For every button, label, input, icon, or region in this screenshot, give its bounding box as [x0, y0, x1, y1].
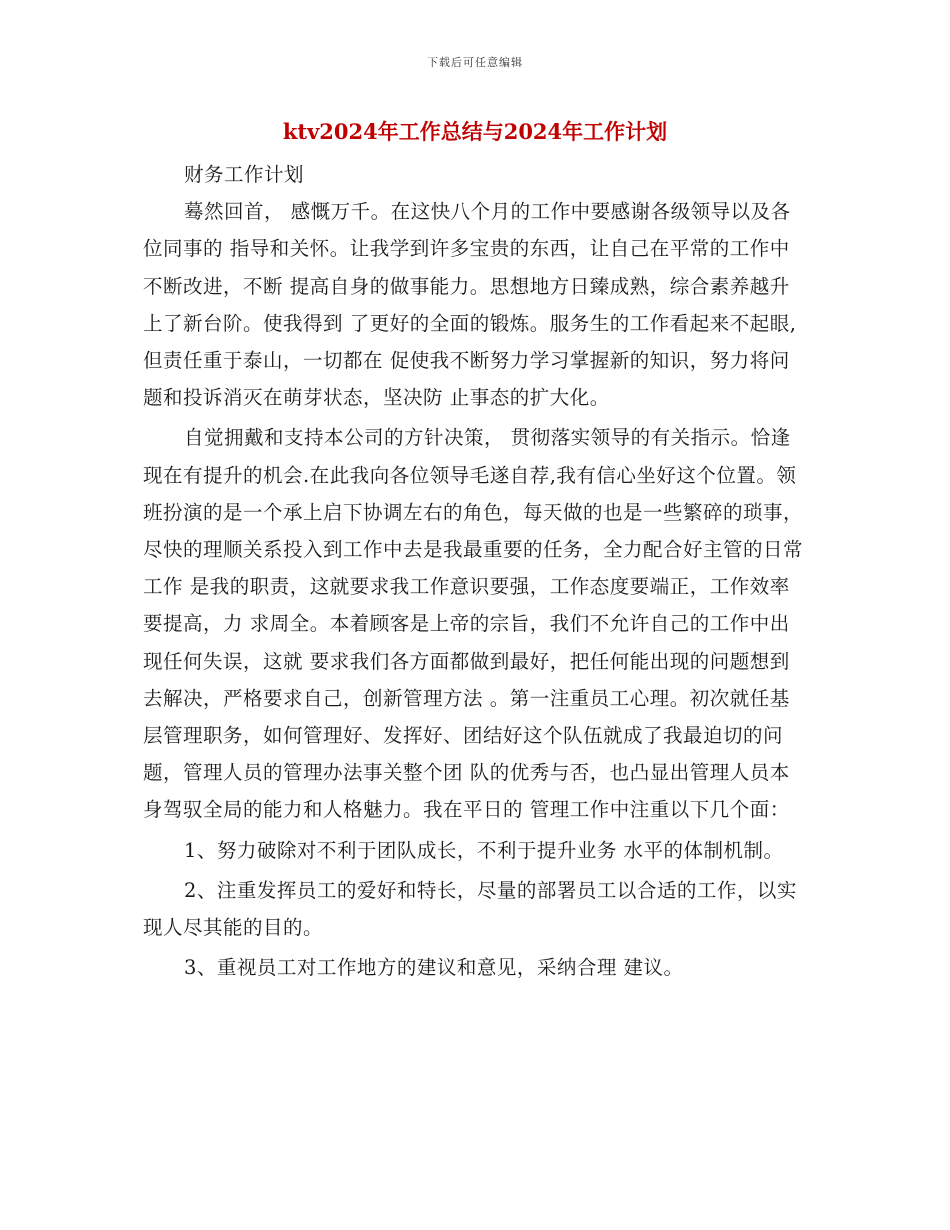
paragraph: 自觉拥戴和支持本公司的方针决策， 贯彻落实领导的有关指示。恰逢现在有提升的机会.在此我向各位领导毛遂自荐,我有信心坐好这个位置。领班扮演的是一个承上启下协调左右的角色，每天做的也是一些繁碎的琐事，尽快的理顺关系投入到工作中去是我最重要的任务，全力配合好主管的日常工作 是我的职责，这就要求我工作意识要强，工作态度要端正，工作效率要提高，力 求周全。本着顾客是上帝的宗旨，我们不允许自己的工作中出现任何失误，这就 要求我们各方面都做到最好，把任何能出现的问题想到去解决，严格要求自己，创新管理方法 。第一注重员工心理。初次就任基层管理职务，如何管理好、发挥好、团结好这个队伍就成了我最迫切的问题，管理人员的管理办法事关整个团 队的优秀与否，也凸显出管理人员本身驾驭全局的能力和人格魅力。我在平日的 管理工作中注重以下几个面： — [143, 426, 804, 822]
section-heading: 财务工作计划 — [183, 163, 304, 186]
paragraph: 蓦然回首， 感慨万千。在这快八个月的工作中要感谢各级领导以及各位同事的 指导和关怀。让我学到许多宝贵的东西，让自己在平常的工作中不断改进，不断 提高自身的做事能力。思想地方日臻成熟，综合素养越升上了新台阶。使我得到 了更好的全面的锻炼。服务生的工作看起来不起眼,但责任重于泰山，一切都在 促使我不断努力学习掌握新的知识，努力将问题和投诉消灭在萌芽状态，坚决防 止事态的扩大化。 — [143, 200, 797, 410]
list-item: 3、重视员工对工作地方的建议和意见，采纳合理 建议。 — [183, 956, 684, 980]
list-item: 2、注重发挥员工的爱好和特长，尽量的部署员工以合适的工作，以实现人尽其能的目的。 — [143, 878, 797, 940]
header-note: 下载后可任意编辑 — [427, 56, 523, 69]
document-body — [143, 156, 808, 986]
list-item: 1、努力破除对不利于团队成长，不利于提升业务 水平的体制机制。 — [183, 838, 784, 862]
document-title: ktv2024年工作总结与2024年工作计划 — [282, 119, 668, 144]
